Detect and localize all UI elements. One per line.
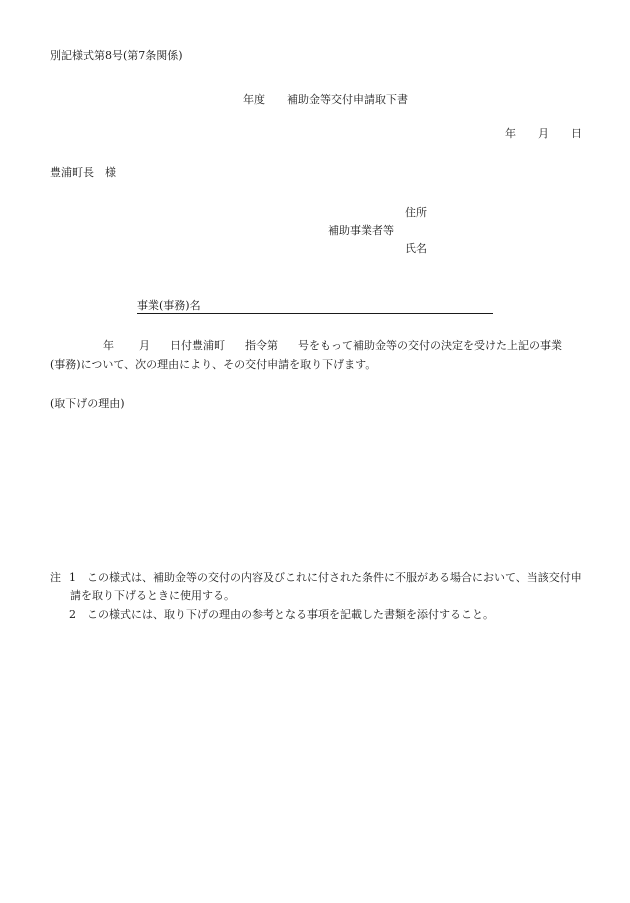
fiscal-year-label: 年度 (243, 93, 265, 106)
applicant-label: 補助事業者等 (328, 224, 394, 237)
note-1-number: 1 (69, 571, 76, 584)
date-line (505, 128, 582, 139)
addressee: 豊浦町長 様 (50, 166, 116, 179)
note-1-continuation: 請を取り下げるときに使用する。 (70, 589, 235, 602)
notes-label: 注 (50, 571, 61, 584)
body-month: 月 (139, 339, 150, 352)
project-name-underline (137, 313, 493, 314)
date-day-label: 日 (571, 127, 582, 140)
body-paragraph-line2: (事務)について、次の理由により、その交付申請を取り下げます。 (50, 358, 377, 371)
body-year: 年 (103, 339, 114, 352)
name-label: 氏名 (405, 242, 427, 255)
body-day-town: 日付豊浦町 (170, 339, 225, 352)
project-name-label: 事業(事務)名 (137, 299, 201, 312)
form-number: 別記様式第8号(第7条関係) (50, 49, 183, 62)
title-text: 補助金等交付申請取下書 (287, 93, 408, 106)
note-2-number: 2 (69, 608, 76, 621)
reason-heading: (取下げの理由) (50, 397, 125, 410)
address-label: 住所 (405, 206, 427, 219)
body-line1-rest: 号をもって補助金等の交付の決定を受けた上記の事業 (298, 339, 562, 352)
document-title (243, 94, 408, 105)
note-2-text: この様式には、取り下げの理由の参考となる事項を記載した書類を添付すること。 (87, 608, 494, 621)
project-name-row (137, 300, 493, 311)
body-directive: 指令第 (245, 339, 278, 352)
date-year-label: 年 (505, 127, 516, 140)
note-1-text: この様式は、補助金等の交付の内容及びこれに付された条件に不服がある場合において、当該交付申 (87, 571, 582, 584)
body-paragraph-line1 (103, 340, 562, 351)
date-month-label: 月 (538, 127, 549, 140)
